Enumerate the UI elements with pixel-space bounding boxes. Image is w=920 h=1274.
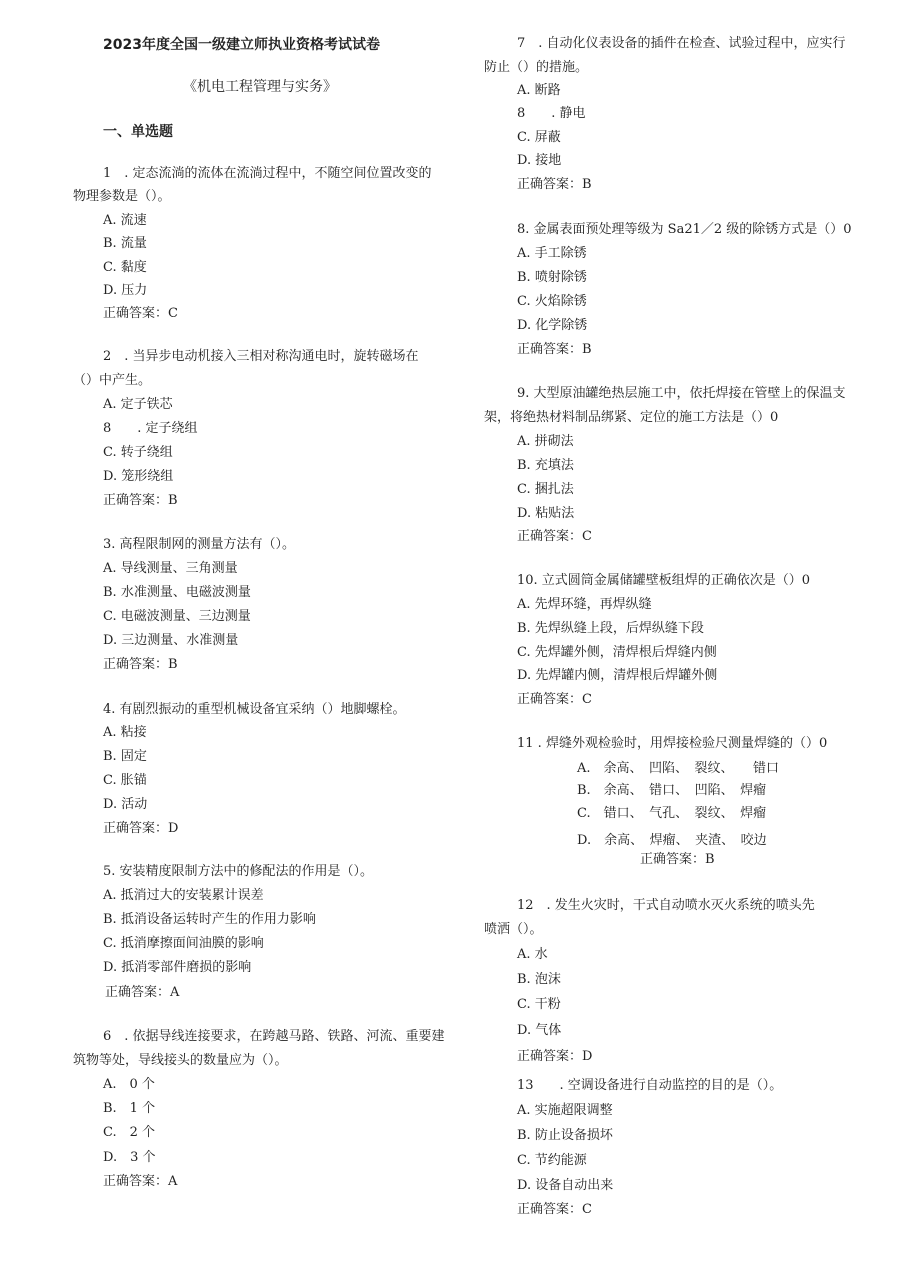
option-a: A. 抵消过大的安装累计误差 xyxy=(103,888,264,903)
question-stem: 7 . 自动化仪表设备的插件在检查、试验过程中，应实行 xyxy=(517,36,846,51)
option-c: C. 错口、 气孔、 裂纹、 焊瘤 xyxy=(577,806,767,821)
subject-title: 《机电工程管理与实务》 xyxy=(183,79,337,95)
option-b: B. 固定 xyxy=(103,749,147,764)
option-d: D. 笼形绕组 xyxy=(103,469,174,484)
option-c: C. 抵消摩擦面间油膜的影响 xyxy=(103,936,264,951)
correct-answer: 正确答案：C xyxy=(103,306,178,321)
question-stem: 4. 有剧烈振动的重型机械设备宜采纳（）地脚螺栓。 xyxy=(103,702,406,717)
option-c: C. 捆扎法 xyxy=(517,482,574,497)
correct-answer: 正确答案：B xyxy=(640,852,715,867)
question-stem-cont: 筑物等处，导线接头的数量应为（）。 xyxy=(73,1053,288,1068)
option-b: 8 . 定子绕组 xyxy=(103,421,198,436)
option-d: D. 设备自动出来 xyxy=(517,1178,614,1193)
option-c: C. 先焊罐外侧，清焊根后焊缝内侧 xyxy=(517,645,717,660)
option-a: A. 导线测量、三角测量 xyxy=(103,561,238,576)
option-b: B. 泡沫 xyxy=(517,972,561,987)
option-b: B. 1 个 xyxy=(103,1101,156,1116)
option-b: B. 防止设备损坏 xyxy=(517,1128,613,1143)
option-c: C. 黏度 xyxy=(103,260,147,275)
option-c: C. 电磁波测量、三边测量 xyxy=(103,609,251,624)
option-a: A. 粘接 xyxy=(103,725,147,740)
document-title: 2023年度全国一级建立师执业资格考试试卷 xyxy=(103,37,380,53)
question-stem: 9. 大型原油罐绝热层施工中，依托焊接在管壁上的保温支 xyxy=(517,386,846,401)
option-c: C. 干粉 xyxy=(517,997,561,1012)
option-b: B. 抵消设备运转时产生的作用力影响 xyxy=(103,912,316,927)
question-stem-cont: 架，将绝热材料制品绑紧、定位的施工方法是（）0 xyxy=(484,410,779,425)
correct-answer: 正确答案：B xyxy=(103,657,178,672)
question-stem: 6 . 依据导线连接要求，在跨越马路、铁路、河流、重要建 xyxy=(103,1029,445,1044)
option-b: B. 流量 xyxy=(103,236,147,251)
correct-answer: 正确答案：B xyxy=(517,177,592,192)
question-stem: 1 . 定态流淌的流体在流淌过程中，不随空间位置改变的 xyxy=(103,166,432,181)
option-d: D. 压力 xyxy=(103,283,148,298)
question-stem: 8. 金属表面预处理等级为 Sa21／2 级的除锈方式是（）0 xyxy=(517,222,852,237)
option-d: D. 接地 xyxy=(517,153,562,168)
option-a: A. 先焊环缝，再焊纵缝 xyxy=(517,597,652,612)
option-d: D. 3 个 xyxy=(103,1150,156,1165)
option-a: A. 断路 xyxy=(517,83,561,98)
option-b: B. 充填法 xyxy=(517,458,574,473)
correct-answer: 正确答案：C xyxy=(517,692,592,707)
option-d: D. 余高、 焊瘤、 夹渣、 咬边 xyxy=(577,833,767,848)
question-stem: 12 . 发生火灾时，干式自动喷水灭火系统的喷头先 xyxy=(517,898,815,913)
option-b: B. 喷射除锈 xyxy=(517,270,587,285)
question-stem-cont: 防止（）的措施。 xyxy=(484,60,589,75)
question-stem: 13 . 空调设备进行自动监控的目的是（）。 xyxy=(517,1078,783,1093)
option-d: D. 先焊罐内侧，清焊根后焊罐外侧 xyxy=(517,668,718,683)
option-a: A. 实施超限调整 xyxy=(517,1103,613,1118)
option-c: C. 节约能源 xyxy=(517,1153,587,1168)
option-a: A. 流速 xyxy=(103,213,147,228)
option-d: D. 三边测量、水准测量 xyxy=(103,633,239,648)
option-d: D. 气体 xyxy=(517,1023,562,1038)
option-d: D. 粘贴法 xyxy=(517,506,575,521)
question-stem: 2 . 当异步电动机接入三相对称沟通电时，旋转磁场在 xyxy=(103,349,419,364)
correct-answer: 正确答案：D xyxy=(103,821,179,836)
option-c: C. 2 个 xyxy=(103,1125,156,1140)
option-a: A. 定子铁芯 xyxy=(103,397,173,412)
question-stem-cont: （）中产生。 xyxy=(73,373,152,388)
question-stem: 3. 高程限制网的测量方法有（）。 xyxy=(103,537,296,552)
option-c: C. 转子绕组 xyxy=(103,445,173,460)
correct-answer: 正确答案：C xyxy=(517,529,592,544)
option-b: B. 余高、 错口、 凹陷、 焊瘤 xyxy=(577,783,767,798)
option-d: D. 活动 xyxy=(103,797,148,812)
option-a: A. 余高、 凹陷、 裂纹、 错口 xyxy=(577,761,780,776)
option-c: C. 屏蔽 xyxy=(517,130,561,145)
correct-answer: 正确答案：C xyxy=(517,1202,592,1217)
correct-answer: 正确答案：D xyxy=(517,1049,593,1064)
question-stem-cont: 喷洒（）。 xyxy=(484,922,543,937)
correct-answer: 正确答案：B xyxy=(103,493,178,508)
correct-answer: 正确答案：A xyxy=(103,1174,178,1189)
option-a: A. 水 xyxy=(517,947,548,962)
option-b: 8 . 静电 xyxy=(517,106,586,121)
option-d: D. 抵消零部件磨损的影响 xyxy=(103,960,252,975)
option-d: D. 化学除锈 xyxy=(517,318,588,333)
question-stem-cont: 物理参数是（）。 xyxy=(73,189,171,204)
option-a: A. 手工除锈 xyxy=(517,246,587,261)
option-c: C. 火焰除锈 xyxy=(517,294,587,309)
option-b: B. 先焊纵缝上段，后焊纵缝下段 xyxy=(517,621,704,636)
section-heading: 一、单选题 xyxy=(103,124,173,140)
question-stem: 5. 安装精度限制方法中的修配法的作用是（）。 xyxy=(103,864,374,879)
question-stem: 11 . 焊缝外观检验时，用焊接检验尺测量焊缝的（）0 xyxy=(517,736,828,751)
option-a: A. 0 个 xyxy=(103,1077,155,1092)
option-c: C. 胀锚 xyxy=(103,773,147,788)
correct-answer: 正确答案：A xyxy=(105,985,180,1000)
option-a: A. 拼砌法 xyxy=(517,434,574,449)
option-b: B. 水准测量、电磁波测量 xyxy=(103,585,251,600)
question-stem: 10. 立式圆筒金属储罐壁板组焊的正确依次是（）0 xyxy=(517,573,811,588)
correct-answer: 正确答案：B xyxy=(517,342,592,357)
